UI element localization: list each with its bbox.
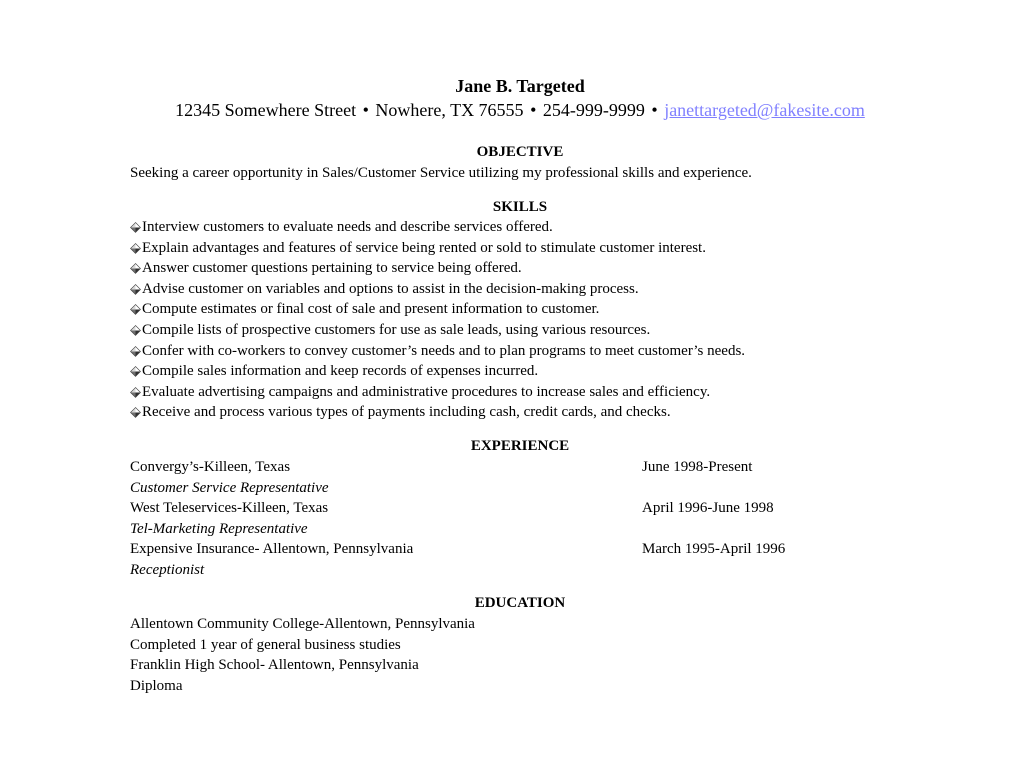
education-line: Franklin High School- Allentown, Pennsylvania — [130, 657, 419, 673]
diamond-bullet-icon — [130, 218, 142, 236]
skill-item — [130, 362, 538, 380]
skill-item — [130, 280, 639, 298]
objective-text: Seeking a career opportunity in Sales/Customer Service utilizing my professional skills and experience. — [130, 165, 752, 181]
job-title: Receptionist — [130, 562, 205, 578]
separator-dot: • — [651, 100, 658, 120]
diamond-bullet-icon — [130, 342, 142, 360]
applicant-name: Jane B. Targeted — [455, 76, 585, 96]
skill-text: Receive and process various types of payments including cash, credit cards, and checks. — [142, 404, 671, 421]
contact-line — [0, 99, 1024, 121]
job-title: Customer Service Representative — [130, 480, 329, 496]
skill-item — [130, 300, 599, 318]
job-dates: March 1995-April 1996 — [642, 541, 786, 557]
phone-number: 254-999-9999 — [542, 100, 645, 120]
skill-item — [130, 342, 745, 360]
job-dates: April 1996-June 1998 — [642, 500, 774, 516]
skill-text: Compute estimates or final cost of sale and present information to customer. — [142, 301, 600, 318]
skill-item — [130, 383, 710, 401]
skill-text: Confer with co-workers to convey customer’s needs and to plan programs to meet customer’s needs. — [142, 342, 746, 359]
diamond-bullet-icon — [130, 300, 142, 318]
diamond-bullet-icon — [130, 321, 142, 339]
separator-dot: • — [530, 100, 537, 120]
skill-item — [130, 403, 671, 421]
skill-item — [130, 218, 553, 236]
diamond-bullet-icon — [130, 383, 142, 401]
diamond-bullet-icon — [130, 280, 142, 298]
job-employer: Expensive Insurance- Allentown, Pennsylvania — [130, 541, 414, 557]
diamond-bullet-icon — [130, 239, 142, 257]
skill-text: Explain advantages and features of service being rented or sold to stimulate customer interest. — [142, 239, 706, 256]
skill-text: Compile sales information and keep records of expenses incurred. — [142, 363, 539, 380]
skill-text: Evaluate advertising campaigns and administrative procedures to increase sales and efficiency. — [142, 383, 711, 400]
skill-item — [130, 321, 650, 339]
job-employer: West Teleservices-Killeen, Texas — [130, 500, 329, 516]
diamond-bullet-icon — [130, 403, 142, 421]
skill-text: Answer customer questions pertaining to service being offered. — [142, 260, 522, 277]
education-heading: EDUCATION — [474, 595, 566, 611]
skill-text: Interview customers to evaluate needs and describe services offered. — [142, 219, 553, 235]
diamond-bullet-icon — [130, 259, 142, 277]
separator-dot: • — [362, 100, 369, 120]
street-address: 12345 Somewhere Street — [175, 100, 357, 120]
diamond-bullet-icon — [130, 362, 142, 380]
job-title: Tel-Marketing Representative — [130, 521, 308, 537]
skill-text: Advise customer on variables and options to assist in the decision-making process. — [142, 280, 639, 297]
skill-item — [130, 259, 522, 277]
skill-text: Compile lists of prospective customers for use as sale leads, using various resources. — [142, 322, 651, 338]
skills-heading: SKILLS — [492, 199, 548, 215]
city-state-zip: Nowhere, TX 76555 — [375, 100, 524, 120]
job-dates: June 1998-Present — [642, 459, 753, 475]
experience-heading: EXPERIENCE — [470, 438, 570, 454]
email-link[interactable]: janettargeted@fakesite.com — [664, 100, 865, 120]
job-employer: Convergy’s-Killeen, Texas — [130, 459, 291, 475]
education-line: Allentown Community College-Allentown, Pennsylvania — [130, 616, 475, 632]
objective-heading: OBJECTIVE — [476, 144, 564, 160]
skill-item — [130, 239, 706, 257]
education-line: Diploma — [130, 678, 183, 694]
education-line: Completed 1 year of general business studies — [130, 637, 401, 653]
